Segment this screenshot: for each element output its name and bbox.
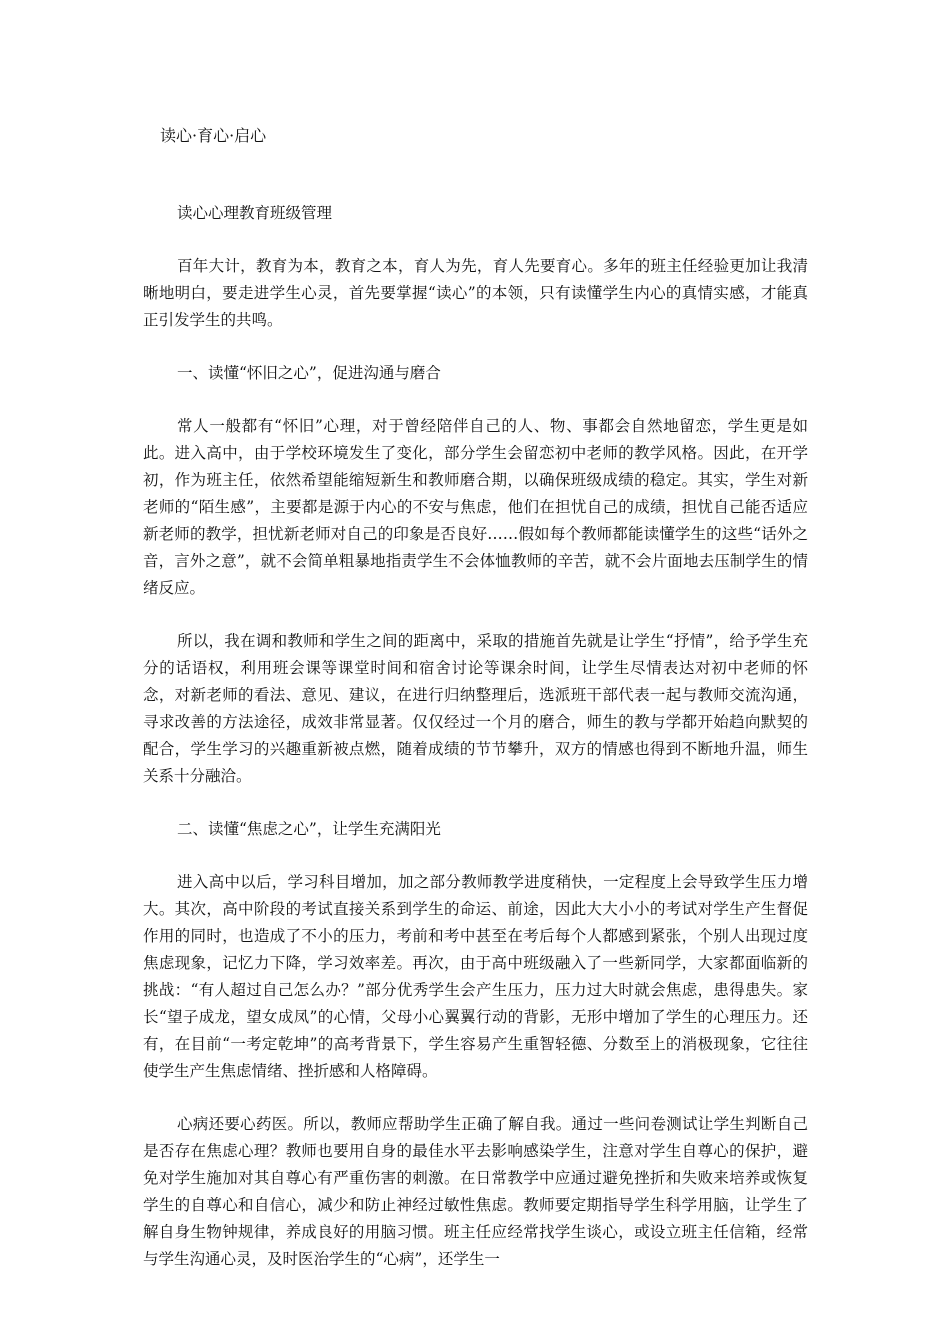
- section-2-heading: 二、读懂“焦虑之心”，让学生充满阳光: [177, 820, 441, 838]
- intro-paragraph: 百年大计，教育为本，教育之本，育人为先，育人先要育心。多年的班主任经验更加让我清晰地明白，要走进学生心灵，首先要掌握“读心”的本领，只有读懂学生内心的真情实感，才能真正引发学生的共鸣。: [143, 257, 808, 329]
- section-1-heading: 一、读懂“怀旧之心”，促进沟通与磨合: [177, 364, 441, 382]
- section-2-paragraph-2: 心病还要心药医。所以，教师应帮助学生正确了解自我。通过一些问卷测试让学生判断自己是否存在焦虑心理？教师也要用自身的最佳水平去影响感染学生，注意对学生自尊心的保护，避免对学生施加对其自尊心有严重伤害的刺激。在日常教学中应通过避免挫折和失败来培养或恢复学生的自尊心和自信心，减少和防止神经过敏性焦虑。教师要定期指导学生科学用脑，让学生了解自身生物钟规律，养成良好的用脑习惯。班主任应经常找学生谈心，或设立班主任信箱，经常与学生沟通心灵，及时医治学生的“心病”，还学生一: [143, 1115, 808, 1268]
- document-subtitle: 读心心理教育班级管理: [177, 204, 333, 222]
- section-1-paragraph-2: 所以，我在调和教师和学生之间的距离中，采取的措施首先就是让学生“抒情”，给予学生充分的话语权，利用班会课等课堂时间和宿舍讨论等课余时间，让学生尽情表达对初中老师的怀念，对新老师的看法、意见、建议，在进行归纳整理后，选派班干部代表一起与教师交流沟通，寻求改善的方法途径，成效非常显著。仅仅经过一个月的磨合，师生的教与学都开始趋向默契的配合，学生学习的兴趣重新被点燃，随着成绩的节节攀升，双方的情感也得到不断地升温，师生关系十分融洽。: [143, 632, 808, 785]
- document-body: [143, 200, 808, 1299]
- section-1-paragraph-1: 常人一般都有“怀旧”心理，对于曾经陪伴自己的人、物、事都会自然地留恋，学生更是如此。进入高中，由于学校环境发生了变化，部分学生会留恋初中老师的教学风格。因此，在开学初，作为班主任，依然希望能缩短新生和教师磨合期，以确保班级成绩的稳定。其实，学生对新老师的“陌生感”，主要都是源于内心的不安与焦虑，他们在担忧自己的成绩，担忧自己能否适应新老师的教学，担忧新老师对自己的印象是否良好……假如每个教师都能读懂学生的这些“话外之音，言外之意”，就不会简单粗暴地指责学生不会体恤教师的辛苦，就不会片面地去压制学生的情绪反应。: [143, 417, 808, 597]
- document-title: 读心·育心·启心: [160, 126, 267, 145]
- section-2-paragraph-1: 进入高中以后，学习科目增加，加之部分教师教学进度稍快，一定程度上会导致学生压力增大。其次，高中阶段的考试直接关系到学生的命运、前途，因此大大小小的考试对学生产生督促作用的同时，也造成了不小的压力，考前和考中甚至在考后每个人都感到紧张，个别人出现过度焦虑现象，记忆力下降，学习效率差。再次，由于高中班级融入了一些新同学，大家都面临新的挑战：“有人超过自己怎么办？”部分优秀学生会产生压力，压力过大时就会焦虑，患得患失。家长“望子成龙，望女成凤”的心情，父母小心翼翼行动的背影，无形中增加了学生的心理压力。还有，在目前“一考定乾坤”的高考背景下，学生容易产生重智轻德、分数至上的消极现象，它往往使学生产生焦虑情绪、挫折感和人格障碍。: [143, 873, 808, 1080]
